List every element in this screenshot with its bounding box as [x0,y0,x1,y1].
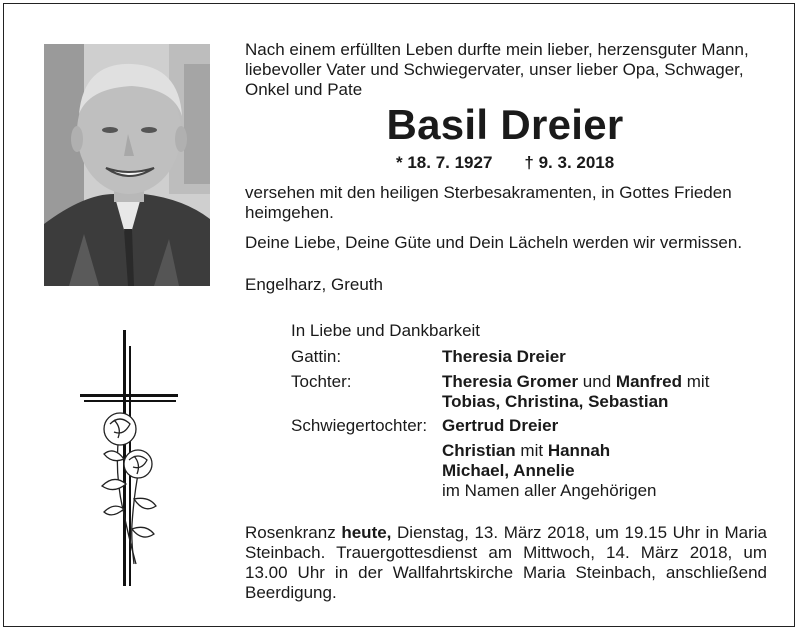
funeral-info: Rosenkranz heute, Dienstag, 13. März 2018, um 19.15 Uhr in Maria Steinbach. Trauergottesdienst am Mittwoch, 14. März 2018, um 13.00 Uhr in der Wallfahrtskirche Maria Steinbach, anschließend Beerdigung. [245,523,767,602]
place-text: Engelharz, Greuth [245,275,383,294]
intro-text: Nach einem erfüllten Leben durfte mein lieber, herzensguter Mann, liebevoller Vater und Schwiegervater, unser lieber Opa, Schwager, Onkel und Pate [245,40,749,99]
sacraments-text: versehen mit den heiligen Sterbesakramenten, in Gottes Frieden heimgehen. [245,183,732,222]
death-date: † 9. 3. 2018 [524,153,615,172]
daughter-line: Theresia Gromer und Manfred mit [442,372,710,391]
daughter-children: Tobias, Christina, Sebastian [442,392,669,411]
grandson-line: Christian mit Hannah [442,441,611,460]
closing-line: im Namen aller Angehörigen [442,481,657,500]
spouse-name: Theresia Dreier [442,347,566,366]
portrait-photo [44,44,210,286]
birth-date: * 18. 7. 1927 [396,153,493,172]
life-dates [396,153,614,173]
daughter-in-law-label: Schwiegertochter: [291,416,428,435]
daughter-in-law-name: Gertrud Dreier [442,416,559,435]
obituary-notice [3,3,795,627]
cross-with-roses-icon [74,324,184,586]
daughter-partner: Manfred [615,372,683,391]
daughter-name: Theresia Gromer [442,372,579,391]
daughter-label: Tochter: [291,372,352,391]
deceased-name: Basil Dreier [386,101,624,148]
spouse-label: Gattin: [291,347,342,366]
love-text: Deine Liebe, Deine Güte und Dein Lächeln werden wir vermissen. [245,233,743,252]
survivors-heading: In Liebe und Dankbarkeit [291,321,481,340]
grandchildren-line: Michael, Annelie [442,461,575,480]
